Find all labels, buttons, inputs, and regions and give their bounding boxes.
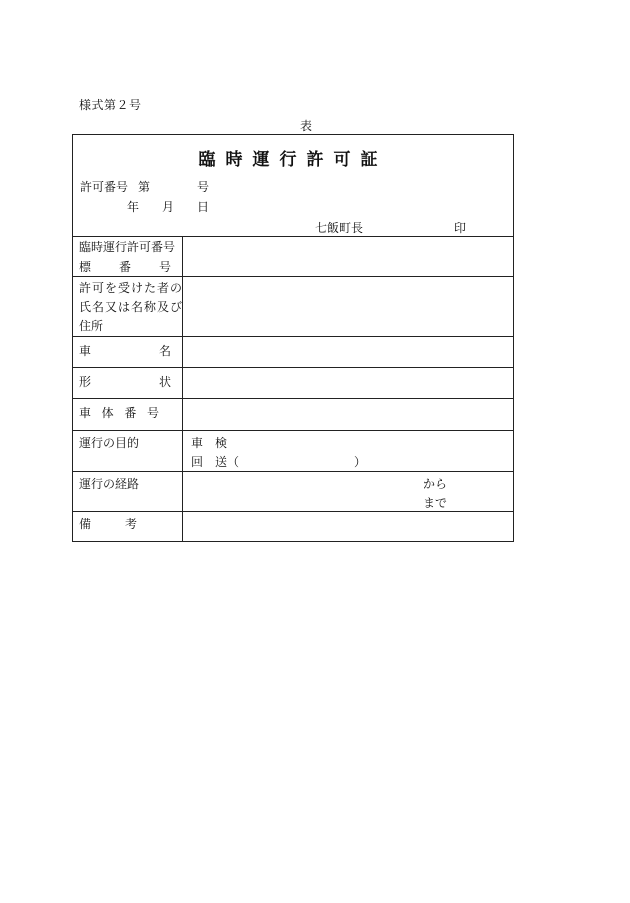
side-label: 表	[300, 119, 313, 133]
row-remarks	[73, 512, 513, 541]
date-day: 日	[197, 200, 210, 214]
shape-label: 形 状	[73, 368, 183, 398]
purpose-option-transport: 回 送（	[191, 455, 240, 469]
purpose-option-inspection: 車 検	[191, 436, 228, 450]
row-holder	[73, 277, 513, 337]
seal-mark: 印	[454, 221, 467, 235]
purpose-option-transport-close: ）	[354, 455, 367, 469]
row-chassis-number	[73, 399, 513, 431]
purpose-label: 運行の目的	[73, 431, 183, 471]
route-to: まで	[423, 496, 448, 510]
plate-number-label	[73, 236, 183, 276]
holder-label	[73, 277, 183, 336]
holder-label-line1: 許可を受けた者の	[79, 281, 184, 295]
holder-label-line2: 氏名又は名称及び	[79, 300, 184, 314]
plate-label-line2: 標 番 号	[79, 260, 171, 274]
row-plate-number	[73, 236, 513, 277]
route-from: から	[423, 477, 448, 491]
plate-label-line1: 臨時運行許可番号	[79, 240, 176, 254]
row-car-name	[73, 337, 513, 368]
issuer: 七飯町長	[315, 221, 364, 235]
permit-number-suffix: 号	[197, 180, 210, 194]
date-year: 年	[127, 200, 140, 214]
remarks-label: 備 考	[73, 512, 183, 541]
permit-form	[72, 134, 514, 542]
permit-number-label: 許可番号	[80, 180, 129, 194]
row-route	[73, 472, 513, 512]
form-number: 様式第２号	[79, 98, 142, 112]
certificate-title: 臨時運行許可証	[198, 150, 388, 170]
date-month: 月	[162, 200, 175, 214]
permit-header	[73, 135, 513, 237]
car-name-label: 車 名	[73, 337, 183, 367]
permit-number-prefix: 第	[138, 180, 151, 194]
holder-label-line3: 住所	[79, 319, 104, 333]
row-shape	[73, 368, 513, 399]
chassis-number-label: 車 体 番 号	[73, 399, 183, 430]
route-label: 運行の経路	[73, 472, 183, 511]
row-purpose	[73, 431, 513, 472]
